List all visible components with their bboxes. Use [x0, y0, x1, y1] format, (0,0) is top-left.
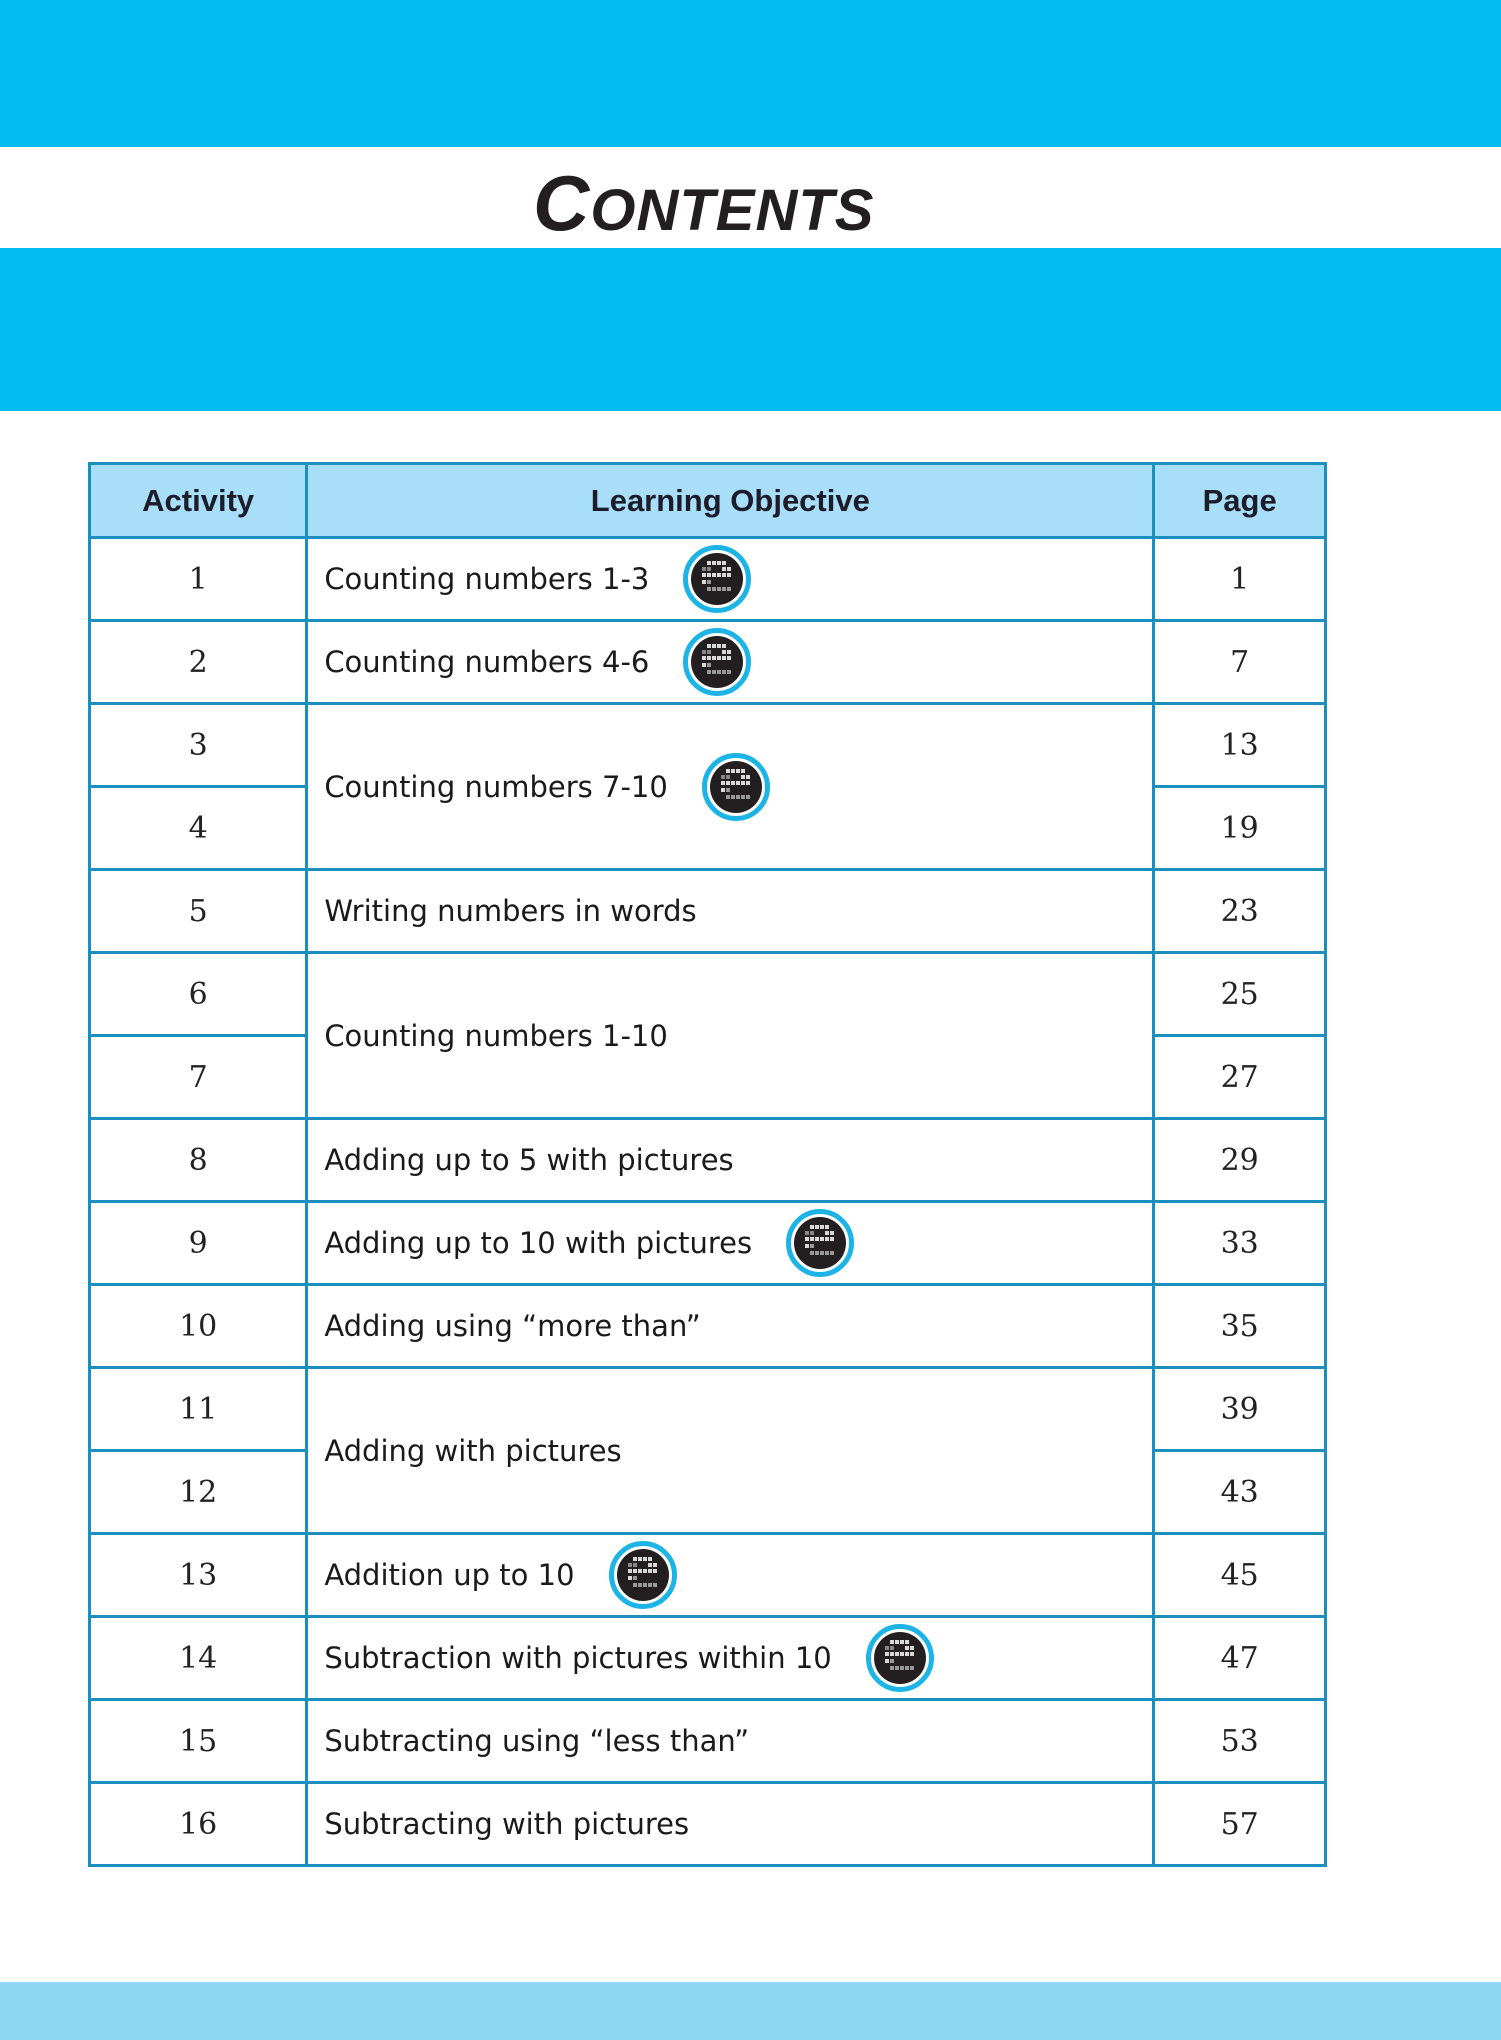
- header-page: Page: [1154, 464, 1326, 538]
- top-color-band: [0, 0, 1501, 147]
- interactive-disc-icon: [866, 1624, 934, 1692]
- interactive-disc-icon: [683, 545, 751, 613]
- header-learning-objective: Learning Objective: [307, 464, 1154, 538]
- learning-objective-text: Adding up to 10 with pictures: [324, 1226, 753, 1260]
- interactive-disc-icon: [702, 753, 770, 821]
- page-number[interactable]: 45: [1154, 1534, 1326, 1617]
- learning-objective-text: Adding up to 5 with pictures: [324, 1143, 734, 1177]
- table-body: [90, 538, 1326, 1866]
- activity-number: 11: [90, 1368, 307, 1451]
- page-number[interactable]: 57: [1154, 1783, 1326, 1866]
- table-row: [90, 704, 1326, 787]
- learning-objective[interactable]: [307, 953, 1154, 1119]
- page-number[interactable]: 25: [1154, 953, 1326, 1036]
- activity-number: 8: [90, 1119, 307, 1202]
- activity-number: 16: [90, 1783, 307, 1866]
- activity-number: 14: [90, 1617, 307, 1700]
- learning-objective-text: Subtracting using “less than”: [324, 1724, 750, 1758]
- learning-objective-text: Counting numbers 1-10: [324, 1018, 668, 1053]
- bottom-color-band: [0, 1982, 1501, 2040]
- learning-objective[interactable]: [307, 1534, 1154, 1617]
- learning-objective-text: Subtracting with pictures: [324, 1807, 690, 1841]
- header-activity: Activity: [90, 464, 307, 538]
- learning-objective-text: Addition up to 10: [324, 1558, 575, 1592]
- page-number[interactable]: 23: [1154, 870, 1326, 953]
- table-row: [90, 1700, 1326, 1783]
- activity-number: 5: [90, 870, 307, 953]
- learning-objective[interactable]: [307, 538, 1154, 621]
- table-row: [90, 621, 1326, 704]
- page-title-initial: C: [533, 159, 591, 247]
- table-row: [90, 1285, 1326, 1368]
- page-number[interactable]: 39: [1154, 1368, 1326, 1451]
- learning-objective-text: Counting numbers 7-10: [324, 769, 668, 804]
- activity-number: 9: [90, 1202, 307, 1285]
- page-number[interactable]: 19: [1154, 787, 1326, 870]
- activity-number: 10: [90, 1285, 307, 1368]
- activity-number: 6: [90, 953, 307, 1036]
- page-number[interactable]: 33: [1154, 1202, 1326, 1285]
- contents-table: [88, 462, 1327, 1867]
- activity-number: 2: [90, 621, 307, 704]
- page-title: [533, 158, 874, 249]
- activity-number: 4: [90, 787, 307, 870]
- learning-objective[interactable]: [307, 1285, 1154, 1368]
- learning-objective-text: Counting numbers 4-6: [324, 645, 650, 679]
- table-row: [90, 953, 1326, 1036]
- page-number[interactable]: 43: [1154, 1451, 1326, 1534]
- learning-objective-text: Subtraction with pictures within 10: [324, 1641, 832, 1675]
- table-row: [90, 1368, 1326, 1451]
- learning-objective[interactable]: [307, 704, 1154, 870]
- learning-objective-text: Adding with pictures: [324, 1433, 622, 1468]
- activity-number: 7: [90, 1036, 307, 1119]
- page-title-rest: ONTENTS: [590, 178, 875, 243]
- learning-objective[interactable]: [307, 1617, 1154, 1700]
- learning-objective-text: Writing numbers in words: [324, 894, 697, 928]
- page-number[interactable]: 29: [1154, 1119, 1326, 1202]
- page-number[interactable]: 27: [1154, 1036, 1326, 1119]
- activity-number: 13: [90, 1534, 307, 1617]
- activity-number: 12: [90, 1451, 307, 1534]
- middle-color-band: [0, 248, 1501, 411]
- page-number[interactable]: 47: [1154, 1617, 1326, 1700]
- table-row: [90, 1202, 1326, 1285]
- learning-objective-text: Counting numbers 1-3: [324, 562, 650, 596]
- page-number[interactable]: 35: [1154, 1285, 1326, 1368]
- page-number[interactable]: 13: [1154, 704, 1326, 787]
- table-row: [90, 1119, 1326, 1202]
- page-number[interactable]: 7: [1154, 621, 1326, 704]
- learning-objective[interactable]: [307, 1783, 1154, 1866]
- table-row: [90, 870, 1326, 953]
- table-row: [90, 538, 1326, 621]
- activity-number: 1: [90, 538, 307, 621]
- learning-objective[interactable]: [307, 621, 1154, 704]
- interactive-disc-icon: [683, 628, 751, 696]
- table-header-row: [90, 464, 1326, 538]
- interactive-disc-icon: [786, 1209, 854, 1277]
- learning-objective[interactable]: [307, 870, 1154, 953]
- learning-objective[interactable]: [307, 1700, 1154, 1783]
- page-number[interactable]: 53: [1154, 1700, 1326, 1783]
- interactive-disc-icon: [609, 1541, 677, 1609]
- activity-number: 15: [90, 1700, 307, 1783]
- table-row: [90, 1783, 1326, 1866]
- table-row: [90, 1534, 1326, 1617]
- learning-objective[interactable]: [307, 1368, 1154, 1534]
- learning-objective[interactable]: [307, 1202, 1154, 1285]
- learning-objective[interactable]: [307, 1119, 1154, 1202]
- learning-objective-text: Adding using “more than”: [324, 1309, 701, 1343]
- table-row: [90, 1617, 1326, 1700]
- page-number[interactable]: 1: [1154, 538, 1326, 621]
- activity-number: 3: [90, 704, 307, 787]
